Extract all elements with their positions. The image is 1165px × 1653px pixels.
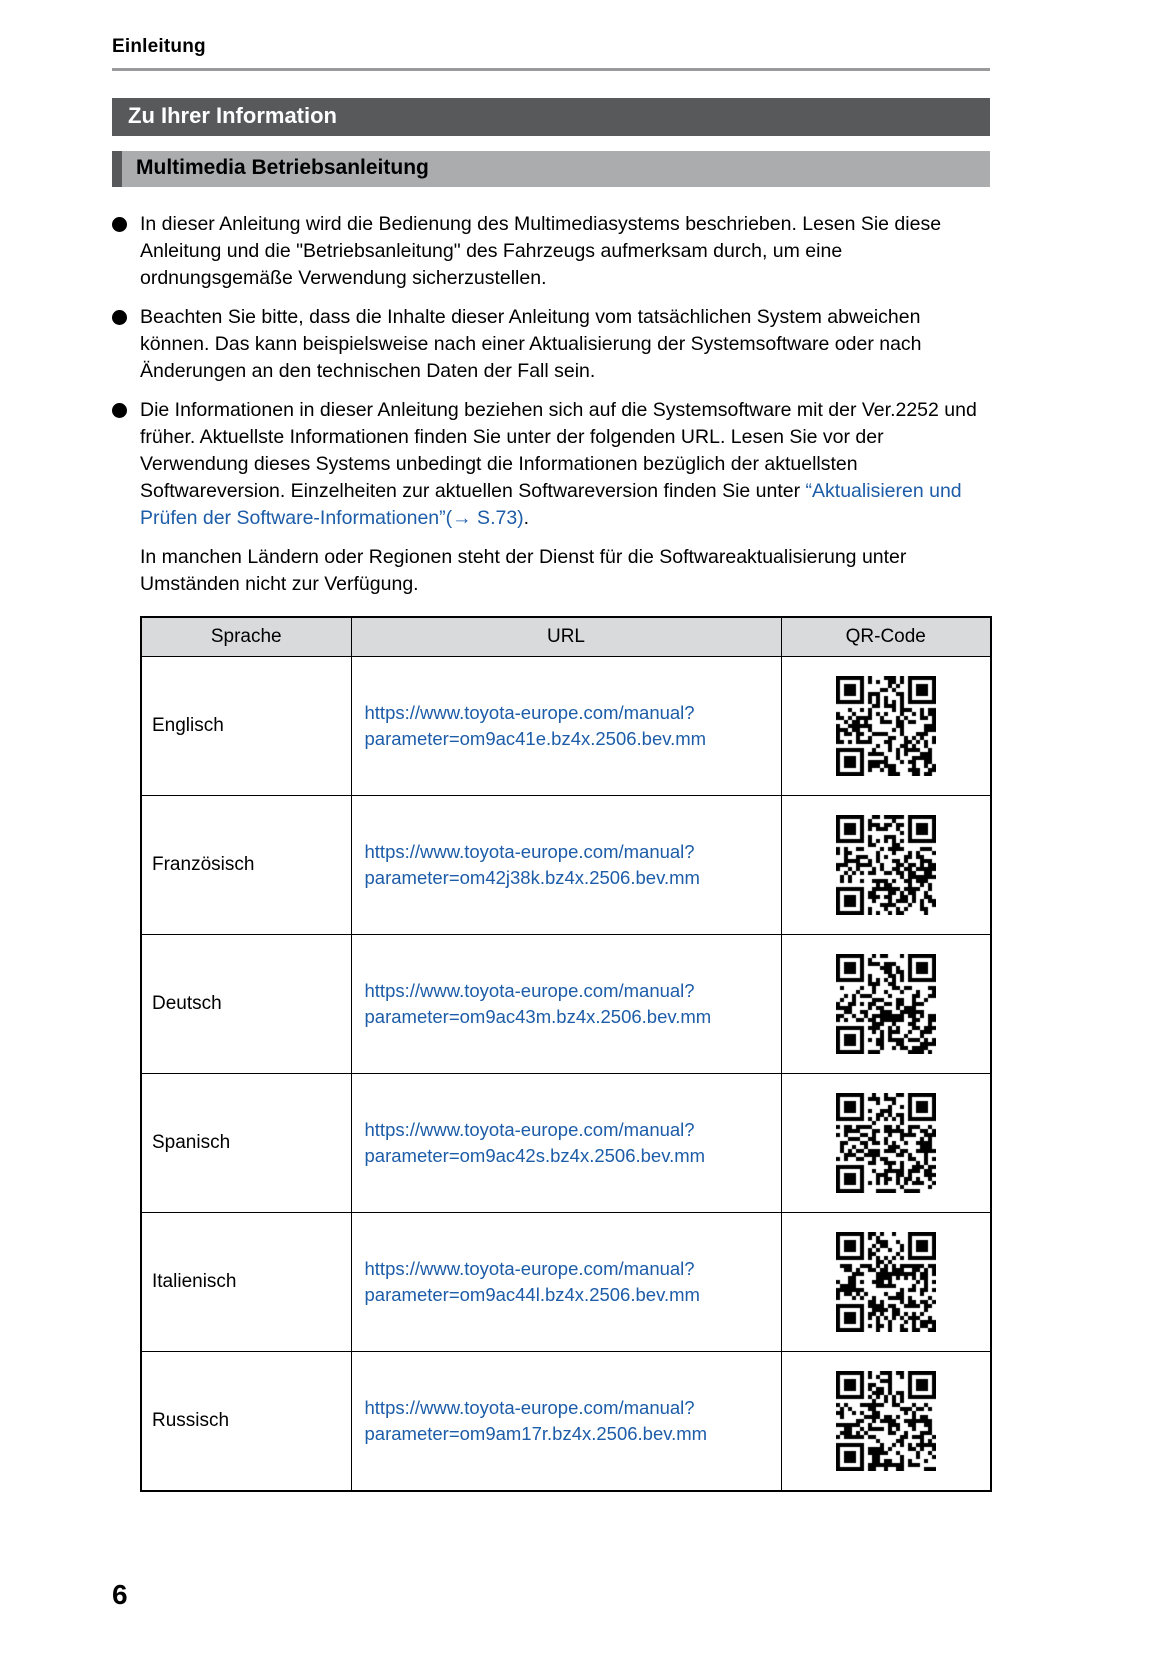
- qr-cell: [781, 1074, 991, 1213]
- manual-url-link[interactable]: [365, 700, 781, 752]
- subsection-title: Multimedia Betriebsanleitung: [136, 156, 429, 179]
- subsection-title-bar: [112, 151, 990, 187]
- url-line-1[interactable]: https://www.toyota-europe.com/manual?: [364, 1258, 695, 1279]
- running-header: Einleitung: [112, 36, 206, 57]
- page-number: 6: [112, 1579, 128, 1610]
- table-row: [141, 1213, 991, 1352]
- url-cell: [351, 1213, 781, 1352]
- table-row: [141, 935, 991, 1074]
- url-line-2[interactable]: parameter=om42j38k.bz4x.2506.bev.mm: [364, 867, 700, 888]
- url-line-2[interactable]: parameter=om9ac44l.bz4x.2506.bev.mm: [364, 1284, 700, 1305]
- url-line-2[interactable]: parameter=om9ac42s.bz4x.2506.bev.mm: [364, 1145, 706, 1166]
- bullet-icon: [112, 403, 127, 418]
- bullet-item: [112, 304, 990, 385]
- qr-code-image: [836, 954, 936, 1054]
- subsection-accent-block: [112, 151, 122, 187]
- column-header-qr: QR-Code: [781, 617, 991, 657]
- qr-code-image: [836, 676, 936, 776]
- url-line-1[interactable]: https://www.toyota-europe.com/manual?: [364, 841, 695, 862]
- table-row: [141, 657, 991, 796]
- bullet-item: [112, 211, 990, 292]
- url-cell: [351, 657, 781, 796]
- manual-url-link[interactable]: [365, 1256, 781, 1308]
- qr-code-image: [836, 1093, 936, 1193]
- bullet-item: [112, 397, 990, 532]
- bullet-icon: [112, 217, 127, 232]
- language-cell: Russisch: [141, 1352, 351, 1491]
- table-row: [141, 1352, 991, 1491]
- url-line-1[interactable]: https://www.toyota-europe.com/manual?: [364, 702, 695, 723]
- language-cell: Deutsch: [141, 935, 351, 1074]
- bullet-text: Beachten Sie bitte, dass die Inhalte dieser Anleitung vom tatsächlichen System abweichen können. Das kann beispielsweise nach einer Aktualisierung der Systemsoftware oder nach Änderungen an den technischen Daten der Fall sein.: [140, 306, 922, 382]
- bullet-text: [140, 397, 990, 532]
- language-cell: Italienisch: [141, 1213, 351, 1352]
- qr-cell: [781, 657, 991, 796]
- language-cell: Spanisch: [141, 1074, 351, 1213]
- column-header-language: Sprache: [141, 617, 351, 657]
- url-line-2[interactable]: parameter=om9am17r.bz4x.2506.bev.mm: [364, 1422, 708, 1444]
- url-line-1[interactable]: https://www.toyota-europe.com/manual?: [364, 1396, 695, 1418]
- table-row: [141, 1074, 991, 1213]
- software-info-reference-link[interactable]: “Aktualisieren und Prüfen der Software-Informationen”(→ S.73): [140, 480, 962, 529]
- bullet-text: In dieser Anleitung wird die Bedienung des Multimediasystems beschrieben. Lesen Sie diese Anleitung und die "Betriebsanleitung" des Fahrzeugs aufmerksam durch, um eine ordnungsgemäße Verwendung sicherzustellen.: [140, 213, 942, 289]
- url-cell: [351, 935, 781, 1074]
- language-url-table: [140, 616, 992, 1492]
- section-title-bar: [112, 98, 990, 136]
- qr-code-image: [836, 1232, 936, 1332]
- language-cell: Englisch: [141, 657, 351, 796]
- bullet-text-after-link: .: [523, 507, 530, 529]
- bullet-text-before-link: Die Informationen in dieser Anleitung beziehen sich auf die Systemsoftware mit der Ver.2252 und früher. Aktuellste Informationen finden Sie unter der folgenden URL. Lesen Sie vor der Verwendung dieses Systems unbedingt die Informationen bezüglich der aktuellsten Softwareversion. Einzelheiten zur aktuellen Softwareversion finden Sie unter: [140, 399, 977, 502]
- section-title: Zu Ihrer Information: [128, 103, 337, 128]
- url-line-1[interactable]: https://www.toyota-europe.com/manual?: [364, 1119, 695, 1140]
- header-rule: [112, 68, 990, 71]
- url-cell: [351, 1352, 781, 1491]
- qr-cell: [781, 935, 991, 1074]
- manual-url-link[interactable]: [365, 839, 781, 891]
- intro-bullet-list: [112, 211, 990, 532]
- qr-code-image: [836, 1371, 936, 1471]
- qr-cell: [781, 1213, 991, 1352]
- table-header-row: [141, 617, 991, 657]
- manual-url-link[interactable]: [365, 1117, 781, 1169]
- manual-url-link[interactable]: [365, 978, 781, 1030]
- bullet-icon: [112, 310, 127, 325]
- qr-cell: [781, 796, 991, 935]
- language-cell: Französisch: [141, 796, 351, 935]
- url-line-1[interactable]: https://www.toyota-europe.com/manual?: [364, 980, 695, 1001]
- column-header-url: URL: [351, 617, 781, 657]
- url-line-2[interactable]: parameter=om9ac41e.bz4x.2506.bev.mm: [364, 728, 707, 749]
- table-row: [141, 796, 991, 935]
- qr-code-image: [836, 815, 936, 915]
- manual-url-link[interactable]: [365, 1395, 781, 1447]
- availability-note: In manchen Ländern oder Regionen steht der Dienst für die Softwareaktualisierung unter Umständen nicht zur Verfügung.: [140, 546, 907, 595]
- url-cell: [351, 796, 781, 935]
- url-line-2[interactable]: parameter=om9ac43m.bz4x.2506.bev.mm: [364, 1006, 712, 1027]
- qr-cell: [781, 1352, 991, 1491]
- url-cell: [351, 1074, 781, 1213]
